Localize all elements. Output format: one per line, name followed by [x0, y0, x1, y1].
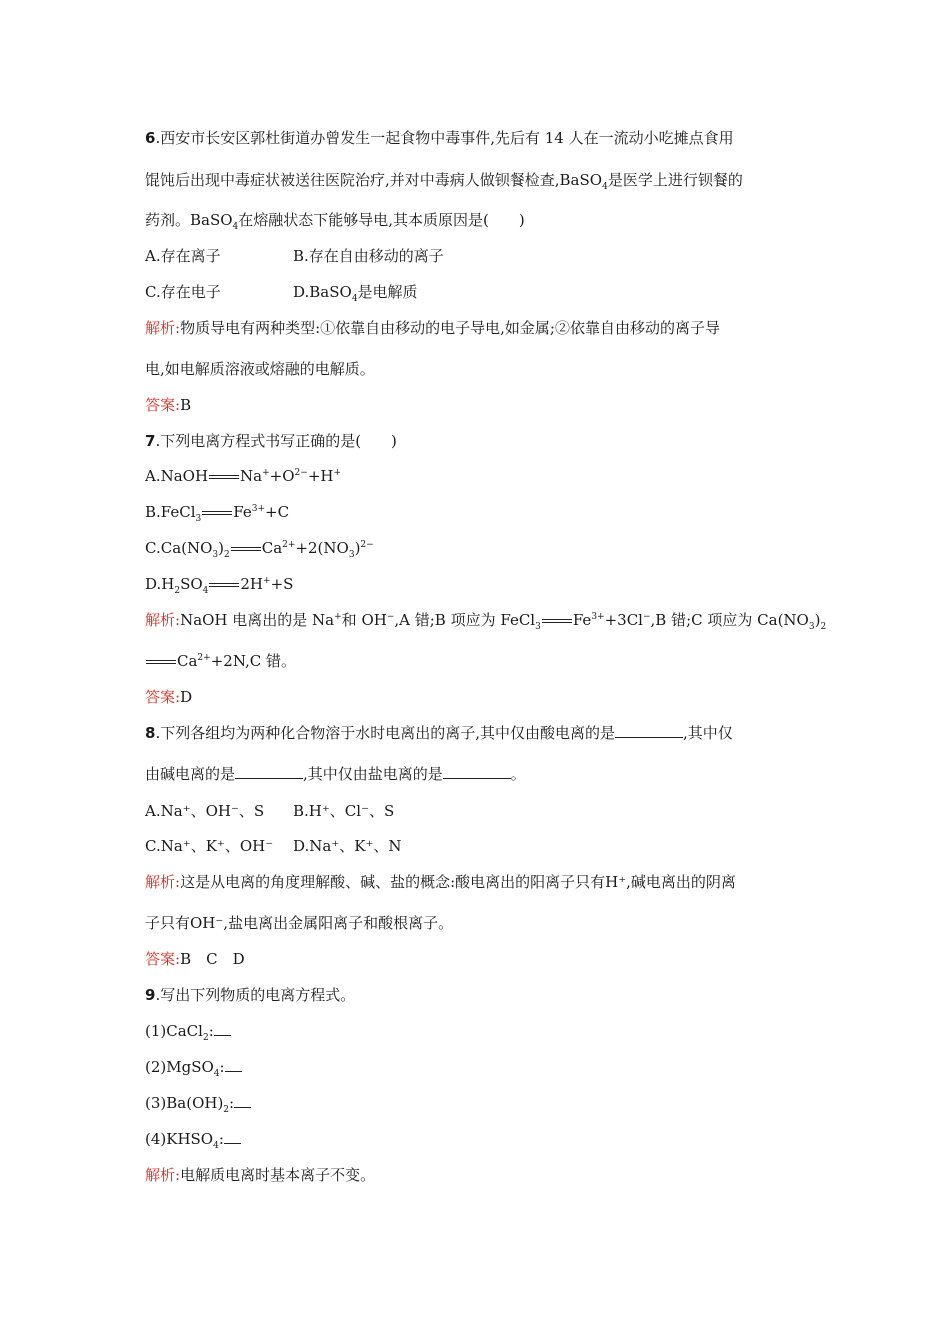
q7-analysis-1: 解析:NaOH 电离出的是 Na+和 OH−,A 错;B 项应为 FeCl$_3$ $Fe^{3+}+3Cl^-,B$ 错;C 项应为 $Ca(NO_3)_2$ [145, 611, 827, 632]
q8-text-2a: 由碱电离的是 [145, 765, 236, 783]
q9-number: 9 [145, 986, 156, 1004]
q6-text-3a: 药剂。BaSO [145, 211, 233, 229]
q6-answer-label: 答案: [145, 396, 181, 414]
q6-option-d[interactable]: D.BaSO$_4$是电解质 [293, 283, 418, 304]
q9-item-1-text: (1)CaCl [145, 1022, 203, 1040]
q8-analysis-2 [145, 913, 453, 933]
q9-item-2: (2)MgSO$_4$: [145, 1057, 242, 1077]
q7-answer [145, 687, 192, 707]
equals-bar [209, 583, 239, 587]
q6-text-1: .西安市长安区郭杜街道办曾发生一起食物中毒事件,先后有 14 人在一流动小吃摊点食用 [155, 129, 734, 147]
answer-blank-3[interactable] [443, 764, 511, 779]
q7-option-b[interactable]: B.FeCl$_3$ $Fe^{3+}+C$ [145, 503, 290, 524]
q9-stem-text: .写出下列物质的电离方程式。 [155, 986, 356, 1004]
q6-answer [145, 395, 191, 415]
q6-analysis-text-2: 电,如电解质溶液或熔融的电解质。 [145, 360, 375, 378]
q6-line-3: 药剂。BaSO$_4$在熔融状态下能够导电,其本质原因是( ) [145, 211, 525, 232]
q8-line-1 [145, 723, 733, 743]
q6-line-2: 馄饨后出现中毒症状被送往医院治疗,并对中毒病人做钡餐检查,BaSO$_4$是医学上进行钡餐的 [145, 171, 743, 192]
equals-bar [231, 547, 261, 551]
q6-option-d-a: D.BaSO [293, 283, 352, 301]
q9-item-2-text: (2)MgSO [145, 1058, 214, 1076]
q8-options-row-2 [145, 836, 545, 856]
q6-analysis-2 [145, 359, 375, 379]
q6-option-b[interactable]: B.存在自由移动的离子 [293, 247, 444, 265]
answer-blank-2[interactable] [235, 764, 303, 779]
answer-blank-1[interactable] [615, 723, 683, 738]
q6-options-row-2 [145, 282, 545, 302]
q9-item-3: $(3)Ba(OH)_2$: [145, 1093, 251, 1113]
q8-option-a[interactable]: A.Na⁺、OH⁻、S [145, 802, 265, 820]
q6-option-a[interactable]: A.存在离子 [145, 247, 221, 265]
q6-text-2a: 馄饨后出现中毒症状被送往医院治疗,并对中毒病人做钡餐检查,BaSO [145, 171, 603, 189]
q6-text-3b: 在熔融状态下能够导电,其本质原因是( ) [238, 211, 525, 229]
answer-blank[interactable] [214, 1021, 231, 1036]
q8-analysis-1 [145, 872, 736, 892]
equals-bar [202, 511, 232, 515]
q6-line-1 [145, 128, 734, 148]
q9-item-4-text: (4)KHSO [145, 1130, 214, 1148]
q8-answer-value: B C D [180, 950, 245, 968]
q6-answer-value: B [180, 396, 192, 414]
q7-analysis-label: 解析: [145, 611, 181, 629]
q6-text-2b: 是医学上进行钡餐的 [607, 171, 743, 189]
q8-text-1b: ,其中仅 [682, 724, 733, 742]
q6-number: 6 [145, 129, 156, 147]
q8-text-1: .下列各组均为两种化合物溶于水时电离出的离子,其中仅由酸电离的是 [155, 724, 615, 742]
q7-option-c[interactable]: $C.Ca(NO_3)_2$ $Ca^{2+}+2(NO_3)^{2-}$ [145, 539, 374, 560]
q8-text-2c: 。 [510, 765, 526, 783]
q8-answer [145, 949, 245, 969]
q7-answer-label: 答案: [145, 688, 181, 706]
q7-number: 7 [145, 432, 156, 450]
q7-analysis-2: $Ca^{2+}+2N,C$ 错。 [145, 651, 296, 671]
answer-blank[interactable] [224, 1129, 241, 1144]
equals-bar [542, 619, 572, 623]
q8-analysis-text-1: 这是从电离的角度理解酸、碱、盐的概念:酸电离出的阳离子只有H⁺,碱电离出的阴离 [180, 873, 736, 891]
q9-analysis-label: 解析: [145, 1166, 181, 1184]
q8-analysis-label: 解析: [145, 873, 181, 891]
q8-option-c[interactable]: C.Na⁺、K⁺、OH⁻ [145, 837, 274, 855]
q6-analysis-text-1: 物质导电有两种类型:①依靠自由移动的电子导电,如金属;②依靠自由移动的离子导 [180, 319, 720, 337]
q8-analysis-text-2: 子只有OH⁻,盐电离出金属阳离子和酸根离子。 [145, 914, 454, 932]
q6-options-row-1 [145, 246, 545, 266]
equals-bar [146, 660, 176, 664]
q8-option-d[interactable]: D.Na⁺、K⁺、N [293, 837, 402, 855]
q8-options-row-1 [145, 801, 545, 821]
answer-blank[interactable] [225, 1057, 242, 1072]
q9-stem [145, 985, 355, 1005]
q8-text-2b: ,其中仅由盐电离的是 [303, 765, 443, 783]
q7-option-a[interactable]: A.NaOH $Na^++O^{2-}+H^+$ [145, 467, 342, 485]
q6-option-d-b: 是电解质 [357, 283, 418, 301]
q7-answer-value: D [180, 688, 193, 706]
q8-number: 8 [145, 724, 156, 742]
q9-item-1: (1)CaCl$_2$: [145, 1021, 231, 1041]
answer-blank[interactable] [234, 1093, 251, 1108]
equals-bar [209, 475, 239, 479]
q7-stem-text: .下列电离方程式书写正确的是( ) [155, 432, 397, 450]
q9-analysis-text: 电解质电离时基本离子不变。 [180, 1166, 376, 1184]
q8-option-b[interactable]: B.H⁺、Cl⁻、S [293, 802, 395, 820]
q7-option-d[interactable]: $D.H_2SO_4$ 2H++S [145, 575, 294, 596]
q9-item-4: $(4)KHSO_4$: [145, 1129, 241, 1149]
q9-analysis [145, 1165, 375, 1185]
q8-line-2 [145, 764, 526, 784]
q6-analysis-1 [145, 318, 720, 338]
q6-analysis-label: 解析: [145, 319, 181, 337]
q9-item-3-text: (3)Ba(OH) [145, 1094, 224, 1112]
q7-stem [145, 431, 397, 451]
q6-option-c[interactable]: C.存在电子 [145, 283, 221, 301]
q8-answer-label: 答案: [145, 950, 181, 968]
